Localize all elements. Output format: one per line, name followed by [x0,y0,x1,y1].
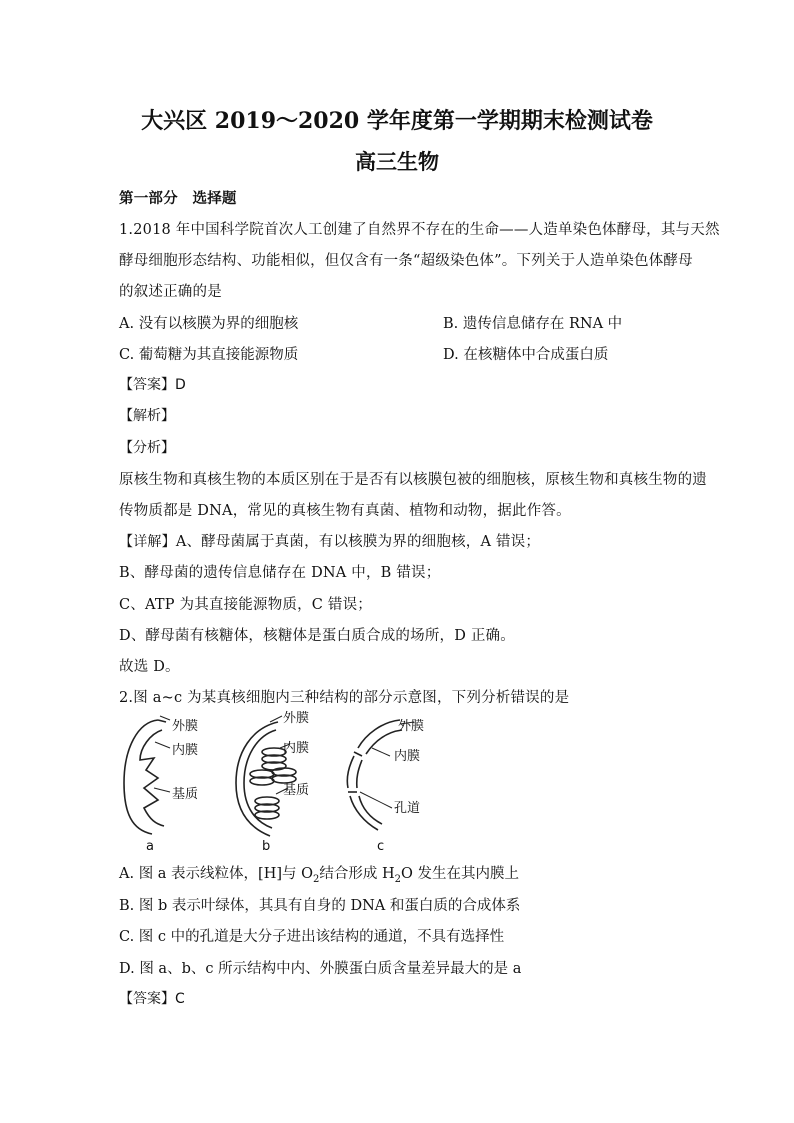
mitochondrion-diagram [124,716,170,834]
q1-fenxi-tag: 【分析】 [119,440,175,456]
q1-conclusion: 故选 D。 [119,659,180,675]
organelle-figure [110,708,450,853]
q1-detail-line-1 [119,530,540,551]
q2-option-a-post: O 发生在其内膜上 [401,866,520,882]
q2-option-a-mid: 结合形成 H [319,866,395,882]
page-title: 大兴区 2019～2020 学年度第一学期期末检测试卷 [141,108,653,134]
q2-option-b: B. 图 b 表示叶绿体，其具有自身的 DNA 和蛋白质的合成体系 [119,898,521,914]
q2-option-c: C. 图 c 中的孔道是大分子进出该结构的通道，不具有选择性 [119,929,505,945]
label-b-outer: 外膜 [283,711,310,726]
detail-tag: 【详解】 [119,534,176,550]
q1-option-b: B. 遗传信息储存在 RNA 中 [443,316,623,332]
chloroplast-diagram [236,716,296,836]
q2-option-a-sub1: 2 [313,873,320,885]
answer-tag: 【答案】 [119,991,175,1007]
q2-option-a [119,862,519,885]
label-c-outer: 外膜 [398,719,425,734]
detail-text: A、酵母菌属于真菌，有以核膜为界的细胞核，A 错误； [175,534,541,550]
label-b-matrix: 基质 [283,783,310,798]
label-b-inner: 内膜 [283,741,310,756]
q1-detail-line-2: B、酵母菌的遗传信息储存在 DNA 中，B 错误； [119,565,441,581]
q1-stem-line-1: 1.2018 年中国科学院首次人工创建了自然界不存在的生命——人造单染色体酵母，其与天然 [119,222,720,238]
section-heading: 第一部分 选择题 [119,190,237,207]
q2-option-d: D. 图 a、b、c 所示结构中内、外膜蛋白质含量差异最大的是 a [119,961,522,977]
q1-option-d: D. 在核糖体中合成蛋白质 [443,347,609,363]
q1-detail-line-3: C、ATP 为其直接能源物质，C 错误； [119,597,373,613]
q2-stem: 2.图 a~c 为某真核细胞内三种结构的部分示意图，下列分析错误的是 [119,690,570,706]
q1-detail-line-4: D、酵母菌有核糖体，核糖体是蛋白质合成的场所，D 正确。 [119,628,515,644]
answer-value: C [175,991,185,1007]
label-a-matrix: 基质 [172,787,199,802]
answer-tag: 【答案】 [119,377,175,393]
q1-answer [119,374,186,394]
label-c-inner: 内膜 [394,749,421,764]
caption-a: a [146,839,154,853]
caption-b: b [262,839,271,853]
caption-c: c [377,839,385,853]
q1-option-a: A. 没有以核膜为界的细胞核 [119,316,299,332]
label-a-inner: 内膜 [172,743,199,758]
q2-answer [119,988,185,1008]
answer-value: D [175,377,186,393]
q2-option-a-sub2: 2 [394,873,402,885]
q1-option-c: C. 葡萄糖为其直接能源物质 [119,347,299,363]
q1-stem-line-3: 的叙述正确的是 [119,284,222,300]
q1-fenxi-line-2: 传物质都是 DNA，常见的真核生物有真菌、植物和动物，据此作答。 [119,503,571,519]
label-a-outer: 外膜 [172,719,199,734]
q1-fenxi-line-1: 原核生物和真核生物的本质区别在于是否有以核膜包被的细胞核，原核生物和真核生物的遗 [119,472,707,488]
page-subtitle: 高三生物 [355,149,439,174]
q1-analysis-tag: 【解析】 [119,408,175,424]
q1-stem-line-2: 酵母细胞形态结构、功能相似，但仅含有一条“超级染色体”。下列关于人造单染色体酵母 [119,253,693,269]
q2-option-a-pre: A. 图 a 表示线粒体，[H]与 O [119,866,314,882]
label-c-pore: 孔道 [394,801,421,816]
